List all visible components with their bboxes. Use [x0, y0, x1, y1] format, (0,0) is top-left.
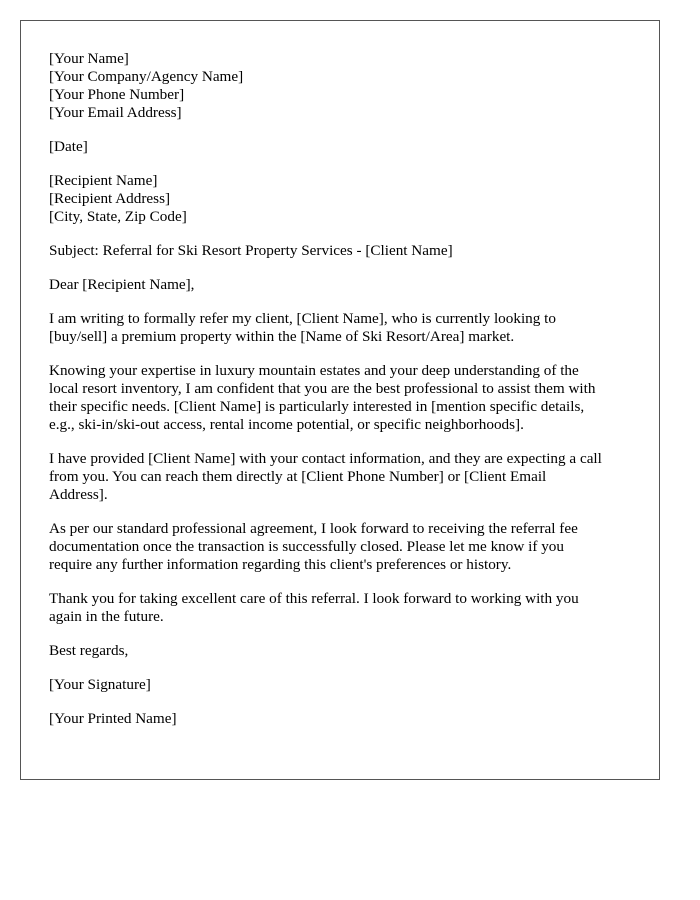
salutation: Dear [Recipient Name],	[49, 276, 195, 293]
sender-email: [Your Email Address]	[49, 104, 182, 121]
body-paragraph-1	[49, 310, 649, 346]
paragraph-line: [buy/sell] a premium property within the [Name of Ski Resort/Area] market.	[49, 328, 515, 345]
paragraph-line: again in the future.	[49, 608, 164, 625]
body-paragraph-5	[49, 590, 649, 626]
signature: [Your Signature]	[49, 676, 151, 693]
body-paragraph-2	[49, 362, 649, 434]
paragraph-line: I am writing to formally refer my client, [Client Name], who is currently looking to	[49, 310, 556, 327]
paragraph-line: Knowing your expertise in luxury mountain estates and your deep understanding of the	[49, 362, 579, 379]
recipient-block	[49, 172, 649, 226]
sender-phone: [Your Phone Number]	[49, 86, 185, 103]
paragraph-line: require any further information regarding this client's preferences or history.	[49, 556, 512, 573]
paragraph-line: local resort inventory, I am confident that you are the best professional to assist them with	[49, 380, 596, 397]
recipient-name: [Recipient Name]	[49, 172, 158, 189]
date-block	[49, 138, 649, 156]
paragraph-line: their specific needs. [Client Name] is particularly interested in [mention specific details,	[49, 398, 585, 415]
paragraph-line: from you. You can reach them directly at [Client Phone Number] or [Client Email	[49, 468, 547, 485]
sender-block	[49, 50, 649, 122]
salutation-block	[49, 276, 649, 294]
signature-block	[49, 676, 649, 694]
letter-subject: Subject: Referral for Ski Resort Property Services - [Client Name]	[49, 242, 453, 259]
paragraph-line: Thank you for taking excellent care of this referral. I look forward to working with you	[49, 590, 579, 607]
sender-company: [Your Company/Agency Name]	[49, 68, 244, 85]
closing: Best regards,	[49, 642, 129, 659]
paragraph-line: I have provided [Client Name] with your contact information, and they are expecting a call	[49, 450, 602, 467]
letter-page	[20, 20, 660, 780]
body-paragraph-4	[49, 520, 649, 574]
paragraph-line: Address].	[49, 486, 108, 503]
recipient-address: [Recipient Address]	[49, 190, 171, 207]
printed-name: [Your Printed Name]	[49, 710, 177, 727]
printed-name-block	[49, 710, 649, 728]
paragraph-line: documentation once the transaction is successfully closed. Please let me know if you	[49, 538, 564, 555]
recipient-city-state-zip: [City, State, Zip Code]	[49, 208, 187, 225]
subject-block	[49, 242, 649, 260]
letter-content	[49, 50, 649, 744]
body-paragraph-3	[49, 450, 649, 504]
paragraph-line: As per our standard professional agreement, I look forward to receiving the referral fee	[49, 520, 578, 537]
closing-block	[49, 642, 649, 660]
sender-name: [Your Name]	[49, 50, 129, 67]
paragraph-line: e.g., ski-in/ski-out access, rental income potential, or specific neighborhoods].	[49, 416, 524, 433]
letter-date: [Date]	[49, 138, 88, 155]
